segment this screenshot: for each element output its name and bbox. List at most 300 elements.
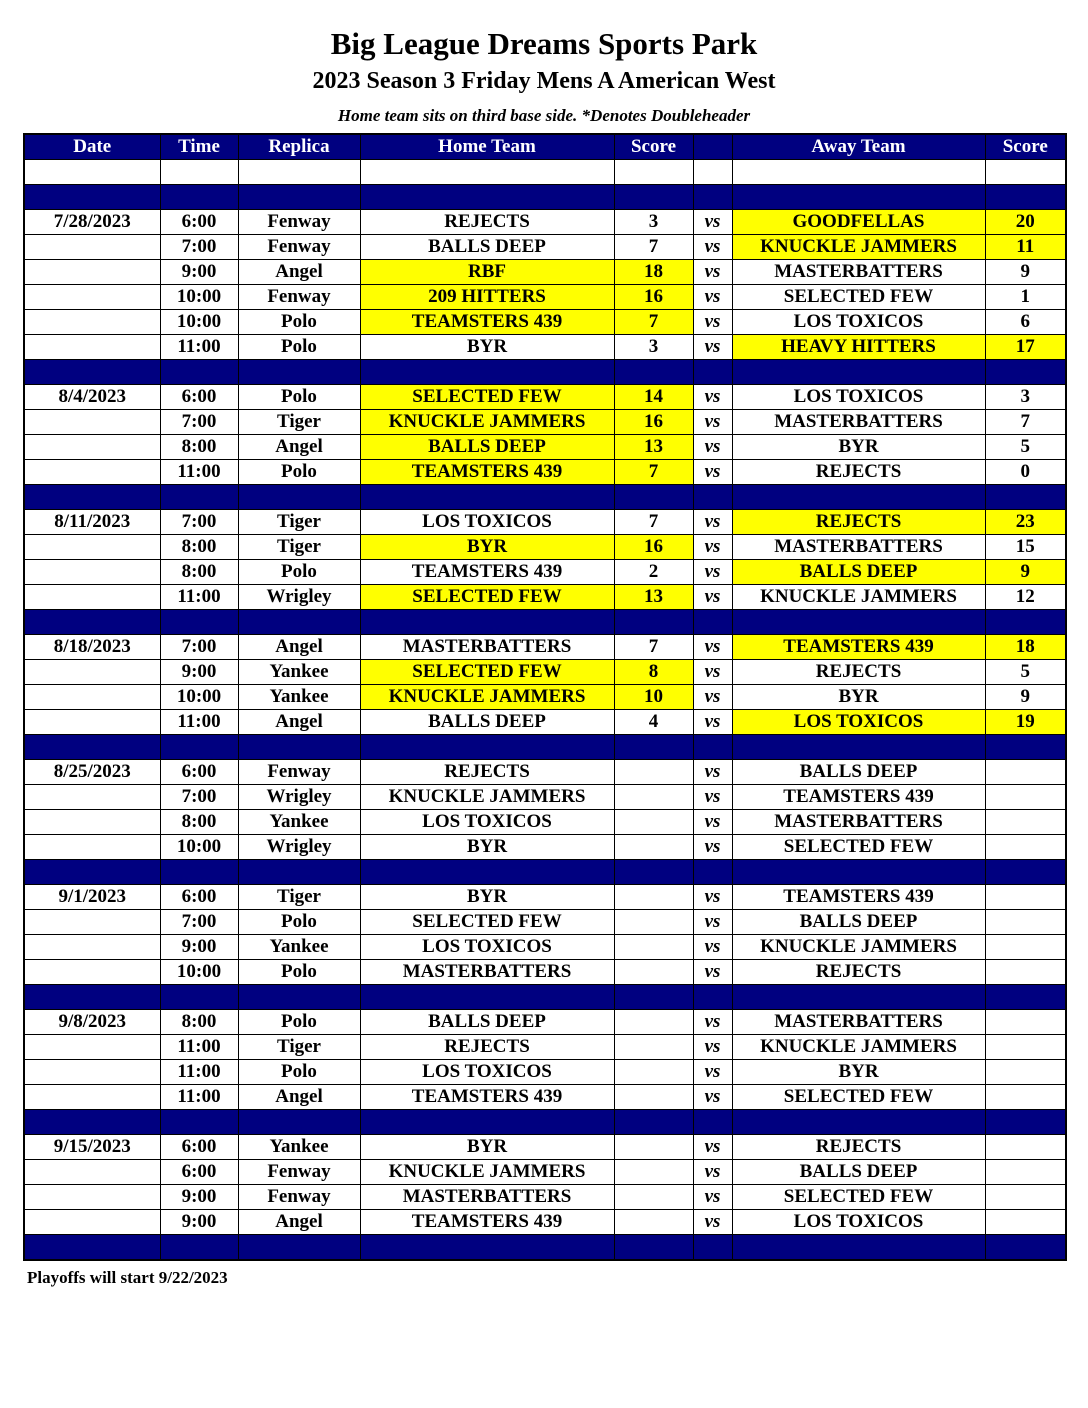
- game-replica: Fenway: [238, 285, 360, 310]
- game-replica: Polo: [238, 1010, 360, 1035]
- home-team: REJECTS: [360, 760, 614, 785]
- home-team: TEAMSTERS 439: [360, 310, 614, 335]
- game-row: [24, 635, 1066, 660]
- vs-label: vs: [693, 385, 732, 410]
- vs-label: vs: [693, 685, 732, 710]
- home-team: KNUCKLE JAMMERS: [360, 785, 614, 810]
- header-row: [24, 134, 1066, 160]
- game-row: [24, 235, 1066, 260]
- header-date: Date: [24, 134, 160, 160]
- vs-label: vs: [693, 885, 732, 910]
- away-team: SELECTED FEW: [732, 835, 985, 860]
- game-replica: Angel: [238, 260, 360, 285]
- game-replica: Tiger: [238, 885, 360, 910]
- home-team: SELECTED FEW: [360, 660, 614, 685]
- away-score: [985, 935, 1066, 960]
- away-score: 6: [985, 310, 1066, 335]
- game-time: 8:00: [160, 435, 238, 460]
- game-time: 6:00: [160, 760, 238, 785]
- header-vs: [693, 134, 732, 160]
- home-team: TEAMSTERS 439: [360, 560, 614, 585]
- game-time: 8:00: [160, 1010, 238, 1035]
- header-home-score: Score: [614, 134, 693, 160]
- vs-label: vs: [693, 635, 732, 660]
- game-date: [24, 235, 160, 260]
- game-time: 6:00: [160, 1160, 238, 1185]
- home-score: [614, 910, 693, 935]
- game-row: [24, 285, 1066, 310]
- header-replica: Replica: [238, 134, 360, 160]
- game-time: 6:00: [160, 885, 238, 910]
- game-replica: Yankee: [238, 685, 360, 710]
- game-row: [24, 935, 1066, 960]
- away-team: TEAMSTERS 439: [732, 885, 985, 910]
- away-score: [985, 1210, 1066, 1235]
- game-date: [24, 1085, 160, 1110]
- home-team: TEAMSTERS 439: [360, 1210, 614, 1235]
- game-replica: Yankee: [238, 935, 360, 960]
- away-team: HEAVY HITTERS: [732, 335, 985, 360]
- home-score: 16: [614, 535, 693, 560]
- header-time: Time: [160, 134, 238, 160]
- game-date: 7/28/2023: [24, 210, 160, 235]
- home-score: 2: [614, 560, 693, 585]
- away-team: SELECTED FEW: [732, 285, 985, 310]
- vs-label: vs: [693, 210, 732, 235]
- game-date: 9/1/2023: [24, 885, 160, 910]
- vs-label: vs: [693, 660, 732, 685]
- game-time: 10:00: [160, 685, 238, 710]
- game-time: 7:00: [160, 235, 238, 260]
- away-team: BALLS DEEP: [732, 1160, 985, 1185]
- home-team: KNUCKLE JAMMERS: [360, 1160, 614, 1185]
- week-separator: [24, 985, 1066, 1010]
- home-team: BYR: [360, 335, 614, 360]
- home-team: SELECTED FEW: [360, 585, 614, 610]
- away-team: LOS TOXICOS: [732, 385, 985, 410]
- away-score: [985, 835, 1066, 860]
- game-time: 11:00: [160, 585, 238, 610]
- home-score: [614, 1085, 693, 1110]
- home-score: [614, 1210, 693, 1235]
- game-replica: Polo: [238, 335, 360, 360]
- vs-label: vs: [693, 960, 732, 985]
- away-score: 12: [985, 585, 1066, 610]
- game-row: [24, 960, 1066, 985]
- vs-label: vs: [693, 1085, 732, 1110]
- game-row: [24, 1035, 1066, 1060]
- vs-label: vs: [693, 460, 732, 485]
- game-time: 11:00: [160, 710, 238, 735]
- away-team: KNUCKLE JAMMERS: [732, 585, 985, 610]
- game-date: [24, 660, 160, 685]
- game-replica: Polo: [238, 385, 360, 410]
- game-replica: Fenway: [238, 1185, 360, 1210]
- game-time: 11:00: [160, 335, 238, 360]
- game-replica: Tiger: [238, 410, 360, 435]
- home-score: [614, 1060, 693, 1085]
- home-team: RBF: [360, 260, 614, 285]
- away-score: [985, 885, 1066, 910]
- home-score: 3: [614, 335, 693, 360]
- home-team: MASTERBATTERS: [360, 635, 614, 660]
- away-team: BALLS DEEP: [732, 910, 985, 935]
- schedule-body: [24, 160, 1066, 1261]
- game-replica: Angel: [238, 435, 360, 460]
- game-replica: Tiger: [238, 535, 360, 560]
- game-date: [24, 1035, 160, 1060]
- home-score: [614, 810, 693, 835]
- vs-label: vs: [693, 235, 732, 260]
- vs-label: vs: [693, 710, 732, 735]
- home-score: 16: [614, 410, 693, 435]
- vs-label: vs: [693, 935, 732, 960]
- game-date: [24, 835, 160, 860]
- game-replica: Fenway: [238, 1160, 360, 1185]
- header-home-team: Home Team: [360, 134, 614, 160]
- home-score: [614, 1160, 693, 1185]
- game-row: [24, 760, 1066, 785]
- game-time: 8:00: [160, 535, 238, 560]
- away-score: [985, 1185, 1066, 1210]
- game-replica: Fenway: [238, 235, 360, 260]
- game-row: [24, 810, 1066, 835]
- away-team: MASTERBATTERS: [732, 810, 985, 835]
- away-team: REJECTS: [732, 960, 985, 985]
- game-row: [24, 385, 1066, 410]
- week-separator: [24, 860, 1066, 885]
- game-time: 6:00: [160, 385, 238, 410]
- game-row: [24, 535, 1066, 560]
- game-time: 11:00: [160, 1085, 238, 1110]
- game-row: [24, 435, 1066, 460]
- game-replica: Tiger: [238, 510, 360, 535]
- vs-label: vs: [693, 585, 732, 610]
- home-team: KNUCKLE JAMMERS: [360, 410, 614, 435]
- game-date: 9/8/2023: [24, 1010, 160, 1035]
- vs-label: vs: [693, 760, 732, 785]
- week-separator: [24, 1235, 1066, 1261]
- game-replica: Wrigley: [238, 585, 360, 610]
- game-time: 11:00: [160, 1060, 238, 1085]
- vs-label: vs: [693, 510, 732, 535]
- home-score: [614, 1010, 693, 1035]
- game-date: [24, 585, 160, 610]
- game-date: [24, 435, 160, 460]
- away-team: MASTERBATTERS: [732, 410, 985, 435]
- vs-label: vs: [693, 560, 732, 585]
- game-time: 10:00: [160, 835, 238, 860]
- away-score: [985, 1010, 1066, 1035]
- week-separator: [24, 360, 1066, 385]
- week-separator: [24, 185, 1066, 210]
- game-replica: Angel: [238, 1210, 360, 1235]
- home-team: BYR: [360, 885, 614, 910]
- game-time: 7:00: [160, 510, 238, 535]
- home-score: [614, 1035, 693, 1060]
- vs-label: vs: [693, 435, 732, 460]
- home-team: KNUCKLE JAMMERS: [360, 685, 614, 710]
- vs-label: vs: [693, 335, 732, 360]
- vs-label: vs: [693, 1185, 732, 1210]
- home-score: 13: [614, 435, 693, 460]
- vs-label: vs: [693, 1160, 732, 1185]
- game-row: [24, 260, 1066, 285]
- header-away-team: Away Team: [732, 134, 985, 160]
- vs-label: vs: [693, 1135, 732, 1160]
- away-team: BYR: [732, 435, 985, 460]
- away-score: 5: [985, 660, 1066, 685]
- game-date: [24, 410, 160, 435]
- game-row: [24, 1010, 1066, 1035]
- game-row: [24, 1160, 1066, 1185]
- away-team: MASTERBATTERS: [732, 1010, 985, 1035]
- game-date: [24, 460, 160, 485]
- game-time: 10:00: [160, 310, 238, 335]
- game-replica: Polo: [238, 460, 360, 485]
- home-score: [614, 960, 693, 985]
- vs-label: vs: [693, 1010, 732, 1035]
- away-team: TEAMSTERS 439: [732, 785, 985, 810]
- game-row: [24, 785, 1066, 810]
- away-team: LOS TOXICOS: [732, 1210, 985, 1235]
- game-date: [24, 1210, 160, 1235]
- away-team: TEAMSTERS 439: [732, 635, 985, 660]
- away-team: KNUCKLE JAMMERS: [732, 1035, 985, 1060]
- away-score: [985, 1060, 1066, 1085]
- home-score: 8: [614, 660, 693, 685]
- game-row: [24, 560, 1066, 585]
- home-team: TEAMSTERS 439: [360, 1085, 614, 1110]
- game-time: 7:00: [160, 410, 238, 435]
- home-team: LOS TOXICOS: [360, 810, 614, 835]
- away-score: [985, 1085, 1066, 1110]
- game-replica: Fenway: [238, 210, 360, 235]
- away-team: MASTERBATTERS: [732, 260, 985, 285]
- game-row: [24, 510, 1066, 535]
- home-team: BYR: [360, 535, 614, 560]
- home-score: 7: [614, 510, 693, 535]
- vs-label: vs: [693, 285, 732, 310]
- game-date: [24, 560, 160, 585]
- away-score: 11: [985, 235, 1066, 260]
- home-score: 7: [614, 635, 693, 660]
- away-score: [985, 960, 1066, 985]
- home-score: [614, 760, 693, 785]
- game-date: [24, 285, 160, 310]
- away-team: BYR: [732, 685, 985, 710]
- game-row: [24, 210, 1066, 235]
- game-date: [24, 810, 160, 835]
- game-row: [24, 910, 1066, 935]
- home-score: 4: [614, 710, 693, 735]
- home-team: TEAMSTERS 439: [360, 460, 614, 485]
- game-date: [24, 935, 160, 960]
- away-score: 15: [985, 535, 1066, 560]
- game-row: [24, 460, 1066, 485]
- game-row: [24, 1085, 1066, 1110]
- away-team: KNUCKLE JAMMERS: [732, 235, 985, 260]
- away-score: [985, 785, 1066, 810]
- home-team: BALLS DEEP: [360, 435, 614, 460]
- game-time: 9:00: [160, 1185, 238, 1210]
- vs-label: vs: [693, 1060, 732, 1085]
- home-score: [614, 1135, 693, 1160]
- away-score: 1: [985, 285, 1066, 310]
- game-date: [24, 1160, 160, 1185]
- game-time: 6:00: [160, 210, 238, 235]
- game-time: 8:00: [160, 810, 238, 835]
- home-team: BALLS DEEP: [360, 235, 614, 260]
- game-date: [24, 960, 160, 985]
- game-time: 10:00: [160, 285, 238, 310]
- away-score: 9: [985, 685, 1066, 710]
- game-time: 8:00: [160, 560, 238, 585]
- away-score: [985, 1035, 1066, 1060]
- home-team: LOS TOXICOS: [360, 935, 614, 960]
- game-row: [24, 1210, 1066, 1235]
- game-date: 8/4/2023: [24, 385, 160, 410]
- game-replica: Polo: [238, 960, 360, 985]
- vs-label: vs: [693, 810, 732, 835]
- home-score: 18: [614, 260, 693, 285]
- home-score: [614, 935, 693, 960]
- week-separator: [24, 610, 1066, 635]
- away-team: GOODFELLAS: [732, 210, 985, 235]
- home-team: BALLS DEEP: [360, 710, 614, 735]
- home-team: BYR: [360, 1135, 614, 1160]
- game-time: 11:00: [160, 1035, 238, 1060]
- week-separator: [24, 1110, 1066, 1135]
- game-row: [24, 1060, 1066, 1085]
- page-title: Big League Dreams Sports Park: [330, 26, 758, 61]
- away-score: 0: [985, 460, 1066, 485]
- away-score: 9: [985, 260, 1066, 285]
- game-date: [24, 1185, 160, 1210]
- vs-label: vs: [693, 785, 732, 810]
- game-date: [24, 335, 160, 360]
- game-time: 9:00: [160, 935, 238, 960]
- away-team: BYR: [732, 1060, 985, 1085]
- page-subtitle: 2023 Season 3 Friday Mens A American West: [312, 68, 776, 94]
- home-score: 16: [614, 285, 693, 310]
- game-row: [24, 1135, 1066, 1160]
- game-date: 8/11/2023: [24, 510, 160, 535]
- away-team: KNUCKLE JAMMERS: [732, 935, 985, 960]
- game-time: 6:00: [160, 1135, 238, 1160]
- game-row: [24, 835, 1066, 860]
- game-date: [24, 685, 160, 710]
- home-score: 7: [614, 460, 693, 485]
- game-replica: Wrigley: [238, 785, 360, 810]
- away-team: LOS TOXICOS: [732, 710, 985, 735]
- blank-row: [24, 160, 1066, 185]
- away-score: [985, 760, 1066, 785]
- away-score: 3: [985, 385, 1066, 410]
- home-team: 209 HITTERS: [360, 285, 614, 310]
- game-date: [24, 1060, 160, 1085]
- game-time: 7:00: [160, 910, 238, 935]
- home-score: [614, 785, 693, 810]
- game-time: 7:00: [160, 785, 238, 810]
- away-score: 17: [985, 335, 1066, 360]
- home-team: MASTERBATTERS: [360, 1185, 614, 1210]
- vs-label: vs: [693, 310, 732, 335]
- game-row: [24, 335, 1066, 360]
- away-team: SELECTED FEW: [732, 1185, 985, 1210]
- away-score: 18: [985, 635, 1066, 660]
- away-team: BALLS DEEP: [732, 560, 985, 585]
- game-replica: Wrigley: [238, 835, 360, 860]
- game-date: [24, 785, 160, 810]
- away-team: REJECTS: [732, 1135, 985, 1160]
- game-replica: Polo: [238, 560, 360, 585]
- home-score: [614, 885, 693, 910]
- home-score: 14: [614, 385, 693, 410]
- game-replica: Tiger: [238, 1035, 360, 1060]
- vs-label: vs: [693, 835, 732, 860]
- vs-label: vs: [693, 1035, 732, 1060]
- home-score: 7: [614, 310, 693, 335]
- game-date: [24, 710, 160, 735]
- game-replica: Yankee: [238, 1135, 360, 1160]
- home-score: 7: [614, 235, 693, 260]
- away-score: 5: [985, 435, 1066, 460]
- game-row: [24, 585, 1066, 610]
- home-score: 13: [614, 585, 693, 610]
- home-team: SELECTED FEW: [360, 910, 614, 935]
- away-score: [985, 1160, 1066, 1185]
- game-time: 10:00: [160, 960, 238, 985]
- vs-label: vs: [693, 410, 732, 435]
- week-separator: [24, 485, 1066, 510]
- schedule-note: Home team sits on third base side. *Denotes Doubleheader: [337, 106, 751, 125]
- game-row: [24, 685, 1066, 710]
- game-time: 9:00: [160, 660, 238, 685]
- game-replica: Yankee: [238, 660, 360, 685]
- home-team: REJECTS: [360, 210, 614, 235]
- game-date: [24, 260, 160, 285]
- vs-label: vs: [693, 910, 732, 935]
- away-team: BALLS DEEP: [732, 760, 985, 785]
- away-team: SELECTED FEW: [732, 1085, 985, 1110]
- game-time: 9:00: [160, 260, 238, 285]
- game-replica: Polo: [238, 310, 360, 335]
- header-away-score: Score: [985, 134, 1066, 160]
- playoffs-note: Playoffs will start 9/22/2023: [27, 1268, 228, 1287]
- game-replica: Polo: [238, 910, 360, 935]
- away-team: LOS TOXICOS: [732, 310, 985, 335]
- home-score: 10: [614, 685, 693, 710]
- game-replica: Polo: [238, 1060, 360, 1085]
- away-team: MASTERBATTERS: [732, 535, 985, 560]
- game-replica: Angel: [238, 635, 360, 660]
- vs-label: vs: [693, 535, 732, 560]
- game-replica: Yankee: [238, 810, 360, 835]
- game-date: 9/15/2023: [24, 1135, 160, 1160]
- game-time: 7:00: [160, 635, 238, 660]
- home-team: BALLS DEEP: [360, 1010, 614, 1035]
- home-score: [614, 1185, 693, 1210]
- week-separator: [24, 735, 1066, 760]
- away-score: [985, 910, 1066, 935]
- home-team: LOS TOXICOS: [360, 510, 614, 535]
- away-score: 20: [985, 210, 1066, 235]
- away-score: 23: [985, 510, 1066, 535]
- game-time: 9:00: [160, 1210, 238, 1235]
- game-replica: Angel: [238, 1085, 360, 1110]
- game-replica: Angel: [238, 710, 360, 735]
